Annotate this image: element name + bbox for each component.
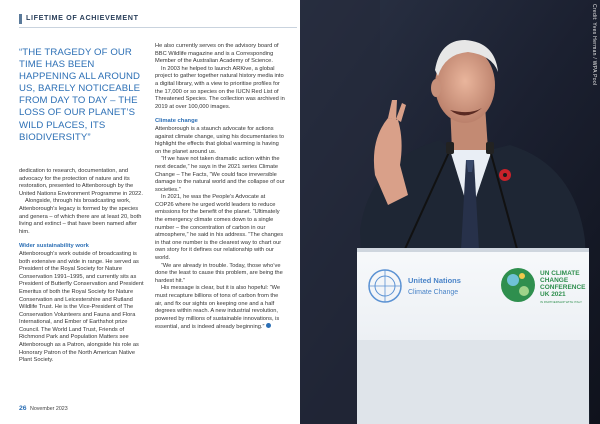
issue-date: November 2023: [30, 406, 68, 412]
paragraph-text: His message is clear, but it is also hopeful: “We must recapture billions of tons of carbon from the air, and fix our sights on keeping one and a half degrees within reach. A new industrial revolution, powered by millions of sustainable innovations, is essential, and is indeed already beginning.”: [155, 285, 281, 331]
paragraph: In 2021, he was the People’s Advocate at COP26 where he urged world leaders to reduce emissions for the benefit of the planet. “Ultimately the emergency climate comes down to a single number – the concentration of carbon in our atmosphere,” he said in his address. “The changes in that one number is the clearest way to chart our own story for it defines our relationship with our world.: [155, 194, 284, 262]
paragraph: “We are already in trouble. Today, those who’ve done the least to cause this problem, are being the hardest hit.”: [155, 262, 283, 284]
paragraph: Attenborough’s work outside of broadcasting is both extensive and wide in range. He served as President of the Royal Society for Nature Conservation 1991–1995, and currently sits as President of Butterfly Conservation and President Emeritus of both the Royal Society for Nature Conservation and Leicestershire and Rutland Wildlife Trust. He is the Vice-President of The Conservation Volunteers and Fauna and Flora International, and Ember of Earthshot prize Council. The World Land Trust, Friends of Richmond Park and Population Matters see Attenborough as a Patron, alongside his role as Honorary Patron of the North American Native Plant Society.: [19, 250, 144, 364]
pull-quote: “THE TRAGEDY OF OUR TIME HAS BEEN HAPPENING ALL AROUND US, BARELY NOTICEABLE FROM DAY TO DAY – THE LOSS OF OUR PLANET’S WILD PLACES, ITS BIODIVERSITY”: [19, 47, 141, 143]
header-divider: [19, 27, 297, 28]
header-accent-bar: [19, 14, 22, 24]
paragraph: In 2003 he helped to launch ARKive, a global project to gather together natural history media into a digital library, with a view to prioritise profiles for the 17,000 or so species on the IUCN Red List of Threatened Species. The collection was archived in 2019 at over 100,000 images.: [155, 65, 285, 110]
paragraph: “If we have not taken dramatic action within the next decade,” he says in the 2021 series Climate Change – The Facts, “We could face irreversible damage to the natural world and the collapse of our societies.”: [155, 156, 285, 193]
photo-speaker-at-podium: [300, 0, 600, 424]
photo-credit: Credit: Yves Herman / WPA Pool: [591, 4, 597, 86]
end-mark-icon: [266, 323, 271, 328]
subheading-climate-change: Climate change: [155, 118, 198, 125]
cop-logo-line-2: CHANGE: [540, 277, 569, 284]
cop-logo-partner: IN PARTNERSHIP WITH ITALY: [540, 300, 583, 304]
paragraph: He also currently serves on the advisory board of BBC Wildlife magazine and is a Corresponding Member of the Australian Academy of Science.: [155, 43, 279, 65]
paragraph: Attenborough is a staunch advocate for actions against climate change, using his documentaries to highlight the effects that global warming is having on the planet around us.: [155, 125, 284, 155]
page-number: 26: [19, 405, 27, 412]
text-column-left: [19, 168, 147, 365]
cop-logo-line-4: UK 2021: [540, 291, 566, 298]
photo-illustration: [300, 0, 600, 424]
podium-org-label: United Nations: [408, 276, 461, 285]
cop-logo-line-3: CONFERENCE: [540, 284, 586, 291]
cop-logo-line-1: UN CLIMATE: [540, 270, 580, 277]
paragraph: dedication to research, documentation, and advocacy for the protection of nature and its restoration, presented to Attenborough by the United Nations Environment Programme in 2022.: [19, 168, 143, 197]
paragraph: Alongside, through his broadcasting work, Attenborough’s legacy is formed by the species and genera – of which there are at least 20, both living and extinct – that have been named after him.: [19, 198, 142, 235]
podium-sub-label: Climate Change: [408, 289, 459, 296]
text-column-right: [155, 43, 285, 332]
subheading-wider-sustainability: Wider sustainability work: [19, 243, 89, 250]
paragraph-final: [155, 285, 285, 332]
section-title: LIFETIME OF ACHIEVEMENT: [26, 13, 139, 22]
